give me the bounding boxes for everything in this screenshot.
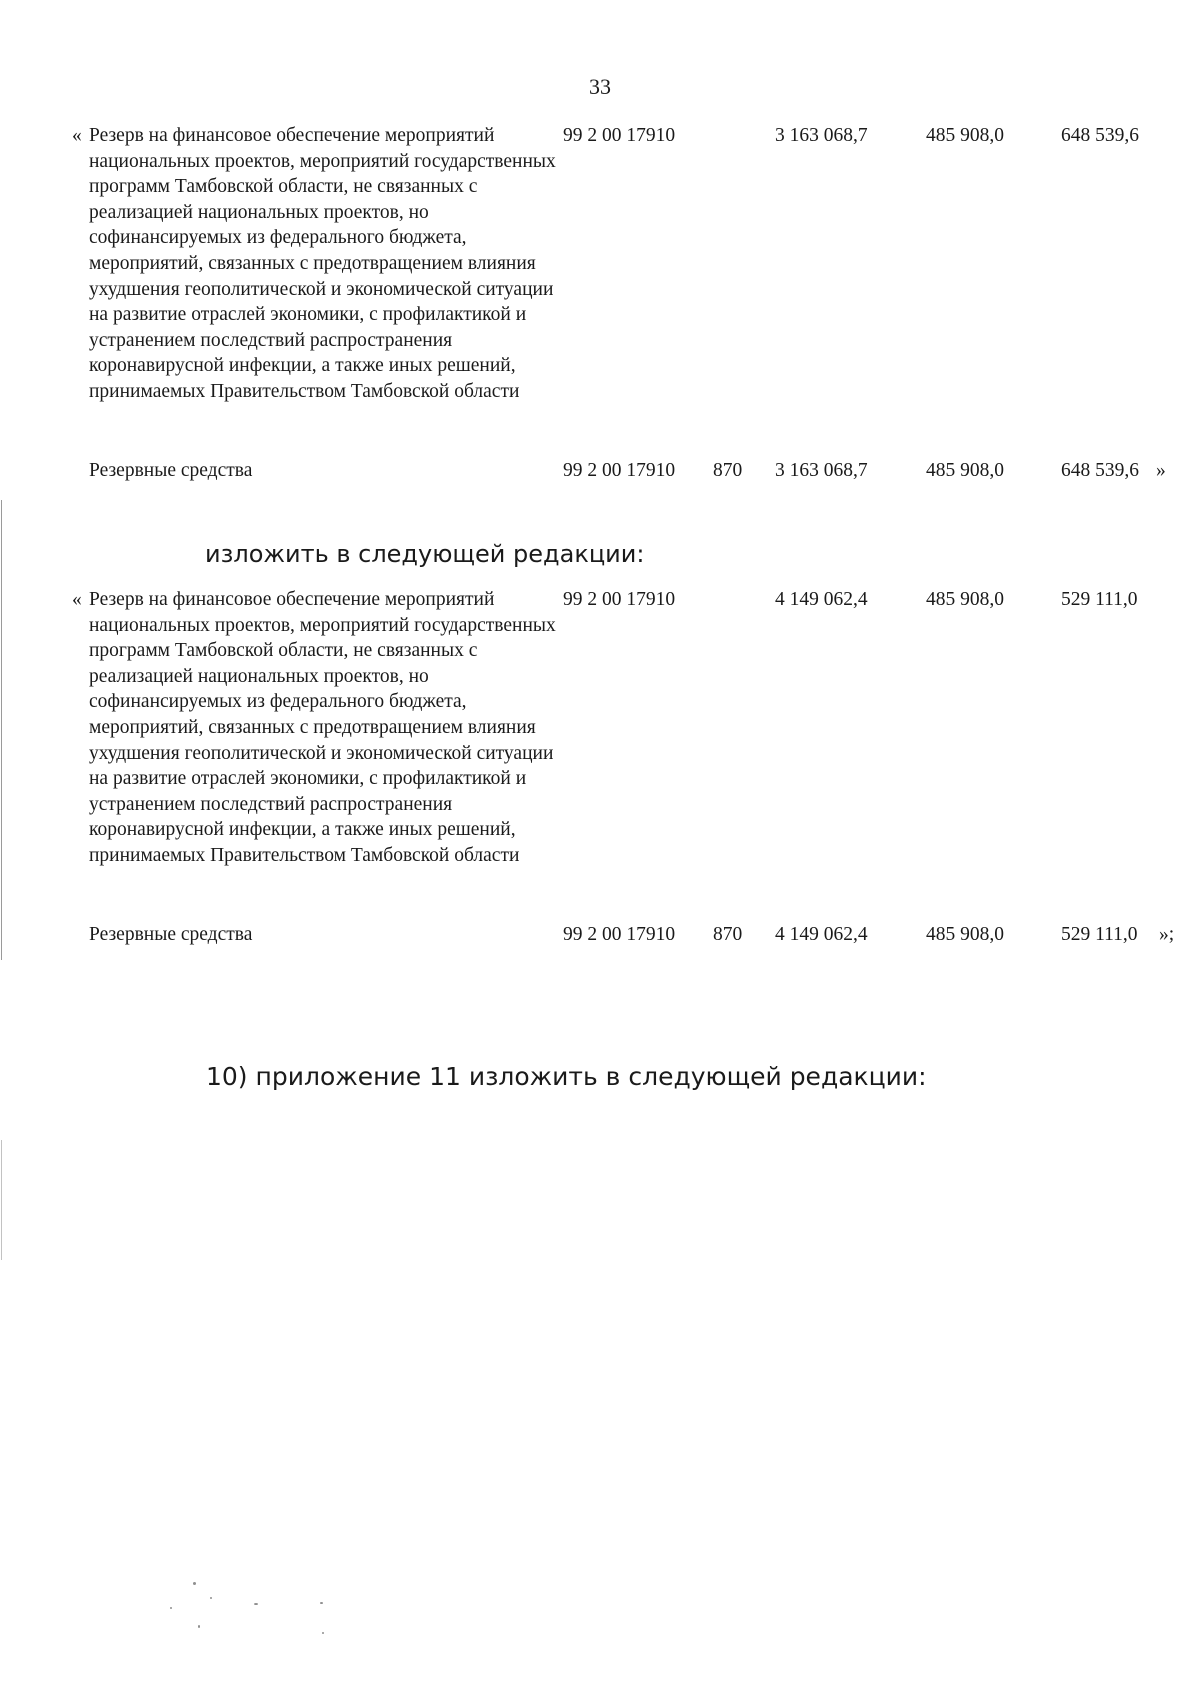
new-entry-sub-value-1: 4 149 062,4: [775, 924, 868, 945]
scan-speck: [170, 1607, 172, 1609]
old-entry-sub-value-2: 485 908,0: [926, 460, 1004, 481]
new-entry-sub-row: [72, 922, 1182, 950]
new-entry-main-row: [72, 587, 1182, 922]
new-entry-code: 99 2 00 17910: [563, 589, 676, 610]
old-entry-sub-value-1: 3 163 068,7: [775, 460, 868, 481]
page-number: 33: [589, 74, 611, 99]
old-entry-value-1: 3 163 068,7: [775, 125, 868, 146]
opening-quote: «: [72, 589, 82, 610]
next-section-heading: 10) приложение 11 изложить в следующей редакции:: [206, 1062, 927, 1091]
closing-quote: »;: [1159, 924, 1175, 945]
scan-speck: [210, 1597, 212, 1599]
new-entry-sub-value-2: 485 908,0: [926, 924, 1004, 945]
old-entry-sub-value-3: 648 539,6: [1061, 460, 1139, 481]
old-entry-value-3: 648 539,6: [1061, 125, 1139, 146]
old-entry-sub-row: [72, 458, 1182, 486]
scan-speck: [198, 1625, 200, 1628]
scan-speck: [322, 1632, 324, 1634]
old-entry-block: [72, 123, 1182, 486]
instruction-text: изложить в следующей редакции:: [205, 540, 645, 568]
old-entry-code: 99 2 00 17910: [563, 125, 676, 146]
old-entry-sub-label: Резервные средства: [89, 460, 253, 481]
closing-quote: »: [1156, 460, 1166, 481]
new-entry-sub-vr: 870: [713, 924, 743, 945]
scan-edge-line: [1, 500, 2, 960]
opening-quote: «: [72, 125, 82, 146]
scan-edge-line: [1, 1140, 2, 1260]
new-entry-block: [72, 587, 1182, 950]
new-entry-value-3: 529 111,0: [1061, 589, 1138, 610]
new-entry-sub-code: 99 2 00 17910: [563, 924, 676, 945]
scan-speck: [254, 1603, 258, 1605]
new-entry-value-2: 485 908,0: [926, 589, 1004, 610]
old-entry-sub-vr: 870: [713, 460, 743, 481]
new-entry-sub-label: Резервные средства: [89, 924, 253, 945]
new-entry-description: Резерв на финансовое обеспечение мероприятий национальных проектов, мероприятий государственных программ Тамбовской области, не связанных с реализацией национальных проектов, но софинансируемых из федерального бюджета, мероприятий, связанных с предотвращением влияния ухудшения геополитической и экономической ситуации на развитие отраслей экономики, с профилактикой и устранением последствий распространения коронавирусной инфекции, а также иных решений, принимаемых Правительством Тамбовской области: [89, 589, 556, 866]
new-entry-sub-value-3: 529 111,0: [1061, 924, 1138, 945]
old-entry-description: Резерв на финансовое обеспечение мероприятий национальных проектов, мероприятий государственных программ Тамбовской области, не связанных с реализацией национальных проектов, но софинансируемых из федерального бюджета, мероприятий, связанных с предотвращением влияния ухудшения геополитической и экономической ситуации на развитие отраслей экономики, с профилактикой и устранением последствий распространения коронавирусной инфекции, а также иных решений, принимаемых Правительством Тамбовской области: [89, 125, 556, 402]
scan-speck: [193, 1582, 196, 1585]
scan-speck: [320, 1602, 323, 1604]
old-entry-main-row: [72, 123, 1182, 458]
old-entry-value-2: 485 908,0: [926, 125, 1004, 146]
old-entry-sub-code: 99 2 00 17910: [563, 460, 676, 481]
new-entry-value-1: 4 149 062,4: [775, 589, 868, 610]
